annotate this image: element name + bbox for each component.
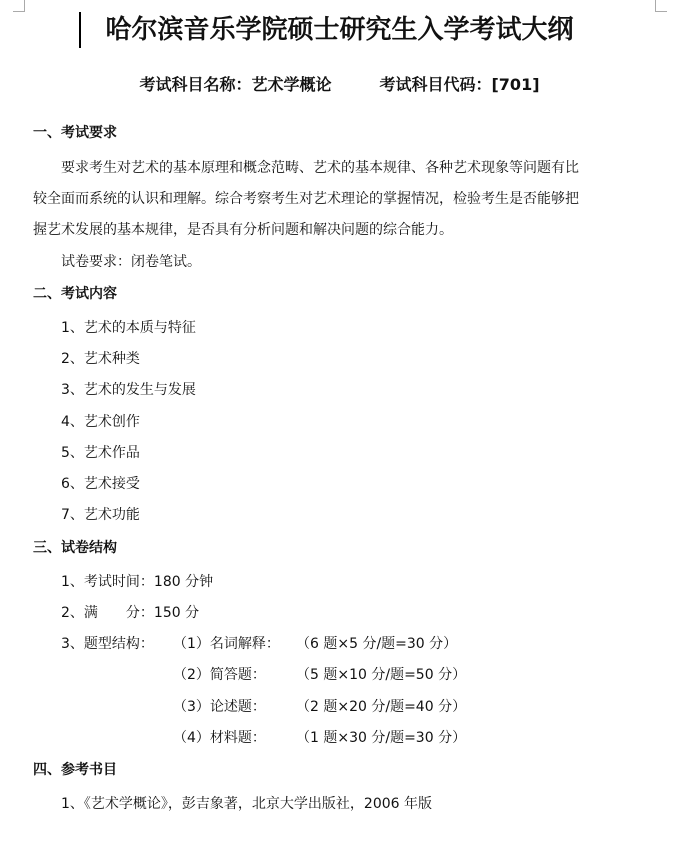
requirements-paragraph-line-2[interactable]: 较全面而系统的认识和理解。综合考察考生对艺术理论的掌握情况，检验考生是否能够把 [33,191,579,207]
content-item[interactable]: 1、艺术的本质与特征 [61,320,196,336]
section-heading-content[interactable]: 二、考试内容 [33,286,117,302]
question-type-detail[interactable]: （2 题×20 分/题=40 分） [296,699,467,715]
question-type-name[interactable]: （2）简答题： [173,667,266,683]
exam-duration[interactable]: 1、考试时间：180 分钟 [61,574,214,590]
question-types-label[interactable]: 3、题型结构： [61,636,154,652]
question-type-detail[interactable]: （6 题×5 分/题=30 分） [296,636,458,652]
requirements-paragraph-line-3[interactable]: 握艺术发展的基本规律，是否具有分析问题和解决问题的综合能力。 [33,222,453,238]
content-item[interactable]: 4、艺术创作 [61,414,140,430]
document-title[interactable]: 哈尔滨音乐学院硕士研究生入学考试大纲 [105,15,574,45]
question-type-detail[interactable]: （1 题×30 分/题=30 分） [296,730,467,746]
question-type-name[interactable]: （4）材料题： [173,730,266,746]
section-heading-requirements[interactable]: 一、考试要求 [33,125,117,141]
reference-item[interactable]: 1、《艺术学概论》，彭吉象著，北京大学出版社，2006 年版 [61,796,432,812]
question-type-name[interactable]: （3）论述题： [173,699,266,715]
content-item[interactable]: 6、艺术接受 [61,476,140,492]
section-heading-structure[interactable]: 三、试卷结构 [33,540,117,556]
question-type-detail[interactable]: （5 题×10 分/题=50 分） [296,667,467,683]
content-item[interactable]: 2、艺术种类 [61,351,140,367]
content-item[interactable]: 3、艺术的发生与发展 [61,382,196,398]
requirements-paragraph-line-1[interactable]: 要求考生对艺术的基本原理和概念范畴、艺术的基本规律、各种艺术现象等问题有比 [61,160,579,176]
question-type-name[interactable]: （1）名词解释： [173,636,280,652]
exam-subject-line[interactable]: 考试科目名称：艺术学概论 考试科目代码：[701] [139,75,540,94]
exam-format-text[interactable]: 试卷要求：闭卷笔试。 [61,254,201,270]
section-heading-references[interactable]: 四、参考书目 [33,762,117,778]
content-item[interactable]: 5、艺术作品 [61,445,140,461]
content-item[interactable]: 7、艺术功能 [61,507,140,523]
exam-total-score[interactable]: 2、满 分：150 分 [61,605,200,621]
